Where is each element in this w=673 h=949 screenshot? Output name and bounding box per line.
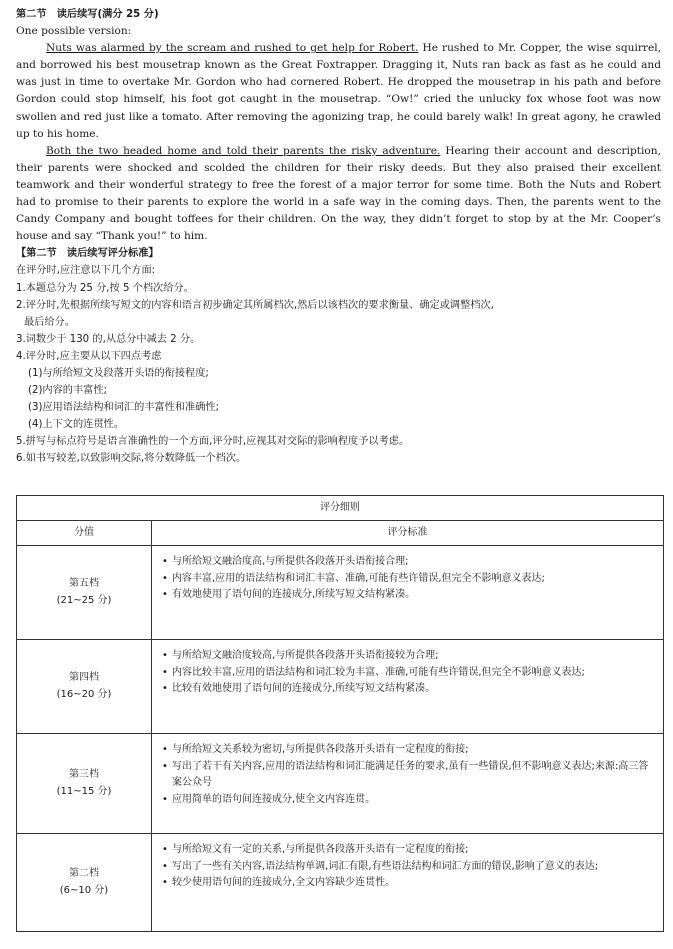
table-row [17, 546, 664, 640]
level-name: 第三档 [69, 769, 99, 780]
level-cell [17, 734, 152, 834]
table-row [17, 834, 664, 932]
level-range: (16~20 分) [56, 688, 112, 700]
standard-point: • 较少使用语句间的连接成分,全文内容缺少连贯性。 [162, 875, 655, 892]
criteria-item: 6.如书写较差,以致影响交际,将分数降低一个档次。 [16, 453, 247, 465]
criteria-item: 3.词数少于 130 的,从总分中减去 2 分。 [16, 333, 201, 345]
essay-p1-body: He rushed to Mr. Copper, the wise squirrel, and borrowed his best mousetrap known as the Great Foxtrapper. Dragging it, Nuts ran back as fast as he could and was just in time to overtake Mr. Gordon who had cornered Robert. He dropped the mousetrap in his path and before Gordon could stop himself, his foot got caught in the mousetrap. “Ow!” cried the unlucky fox whose foot was now swollen and red just like a tomato. After removing the agonizing trap, he could barely walk! In great agony, he crawled up to his home. [16, 42, 661, 140]
standard-cell [152, 734, 664, 834]
criteria-subitem: (1)与所给短文及段落开头语的衔接程度; [28, 367, 209, 379]
level-name: 第二档 [69, 868, 99, 879]
criteria-item: 5.拼写与标点符号是语言准确性的一个方面,评分时,应视其对交际的影响程度予以考虑。 [16, 436, 410, 448]
table-row [17, 640, 664, 734]
essay-p2-body: Hearing their account and description, their parents were shocked and scolded the children for their risky deeds. But they also praised their excellent teamwork and their wonderful strategy to free the forest of a major terror for some time. Both the Nuts and Robert had to promise to their parents to explore the world in a safe way in the coming days. Then, the parents went to the Candy Company and bought toffees for their children. On the way, they didn’t forget to stop by at the Mr. Cooper’s house and say “Thank you!” to him. [16, 144, 661, 243]
column-header-standard: 评分标准 [152, 521, 664, 546]
criteria-item: 2.评分时,先根据所续写短文的内容和语言初步确定其所属档次,然后以该档次的要求衡量、确定或调整档次, [16, 299, 494, 311]
criteria-item: 4.评分时,应主要从以下四点考虑 [16, 350, 162, 362]
level-name: 第四档 [69, 672, 99, 683]
criteria-intro: 在评分时,应注意以下几个方面: [16, 265, 156, 277]
essay-p2-opening: Both the two headed home and told their parents the risky adventure. [46, 144, 441, 157]
standard-point: • 与所给短文融洽度较高,与所提供各段落开头语衔接较为合理; [162, 648, 655, 665]
criteria-section [16, 245, 661, 467]
scoring-table [16, 495, 664, 932]
table-row [17, 734, 664, 834]
criteria-list-after [16, 433, 661, 467]
criteria-subitem: (4)上下文的连贯性。 [28, 419, 124, 431]
standard-point: • 比较有效地使用了语句间的连接成分,所续写短文结构紧凑。 [162, 681, 655, 698]
criteria-sublist [16, 365, 661, 433]
standard-point: • 与所给短文关系较为密切,与所提供各段落开头语有一定程度的衔接; [162, 742, 655, 759]
standard-point: • 有效地使用了语句间的连接成分,所续写短文结构紧凑。 [162, 587, 655, 604]
criteria-subitem: (2)内容的丰富性; [28, 385, 107, 397]
essay-paragraph-1 [16, 40, 661, 143]
criteria-subitem: (3)应用语法结构和词汇的丰富性和准确性; [28, 402, 220, 414]
standard-cell [152, 546, 664, 640]
standard-point: • 写出了若干有关内容,应用的语法结构和词汇能满足任务的要求,虽有一些错误,但不影响意义表达;来源:高三答案公众号 [162, 759, 655, 792]
essay-paragraph-2 [16, 143, 661, 246]
level-range: (21~25 分) [56, 594, 112, 606]
standard-point: • 与所给短文有一定的关系,与所提供各段落开头语有一定程度的衔接; [162, 842, 655, 859]
standard-point: • 应用简单的语句间连接成分,使全文内容连贯。 [162, 792, 655, 809]
standard-cell [152, 640, 664, 734]
standard-point: • 写出了一些有关内容,语法结构单调,词汇有限,有些语法结构和词汇方面的错误,影响了意义的表达; [162, 859, 655, 876]
criteria-item: 1.本题总分为 25 分,按 5 个档次给分。 [16, 282, 194, 294]
essay-p1-opening: Nuts was alarmed by the scream and rushed to get help for Robert. [46, 42, 419, 55]
column-header-score: 分值 [17, 521, 152, 546]
section-title: 第二节 读后续写(满分 25 分) [16, 9, 159, 20]
standard-point: • 内容丰富,应用的语法结构和词汇丰富、准确,可能有些许错误,但完全不影响意义表达; [162, 571, 655, 588]
version-label: One possible version: [16, 25, 132, 38]
level-range: (11~15 分) [56, 785, 112, 797]
level-cell [17, 834, 152, 932]
level-cell [17, 640, 152, 734]
criteria-list [16, 280, 661, 365]
standard-point: • 与所给短文融洽度高,与所提供各段落开头语衔接合理; [162, 554, 655, 571]
criteria-title: 【第二节 读后续写评分标准】 [16, 248, 159, 260]
level-name: 第五档 [69, 578, 99, 589]
standard-point: • 内容比较丰富,应用的语法结构和词汇较为丰富、准确,可能有些许错误,但完全不影响意义表达; [162, 665, 655, 682]
criteria-item: 最后给分。 [24, 316, 75, 328]
level-range: (6~10 分) [59, 884, 109, 896]
level-cell [17, 546, 152, 640]
table-title: 评分细则 [17, 496, 664, 521]
standard-cell [152, 834, 664, 932]
